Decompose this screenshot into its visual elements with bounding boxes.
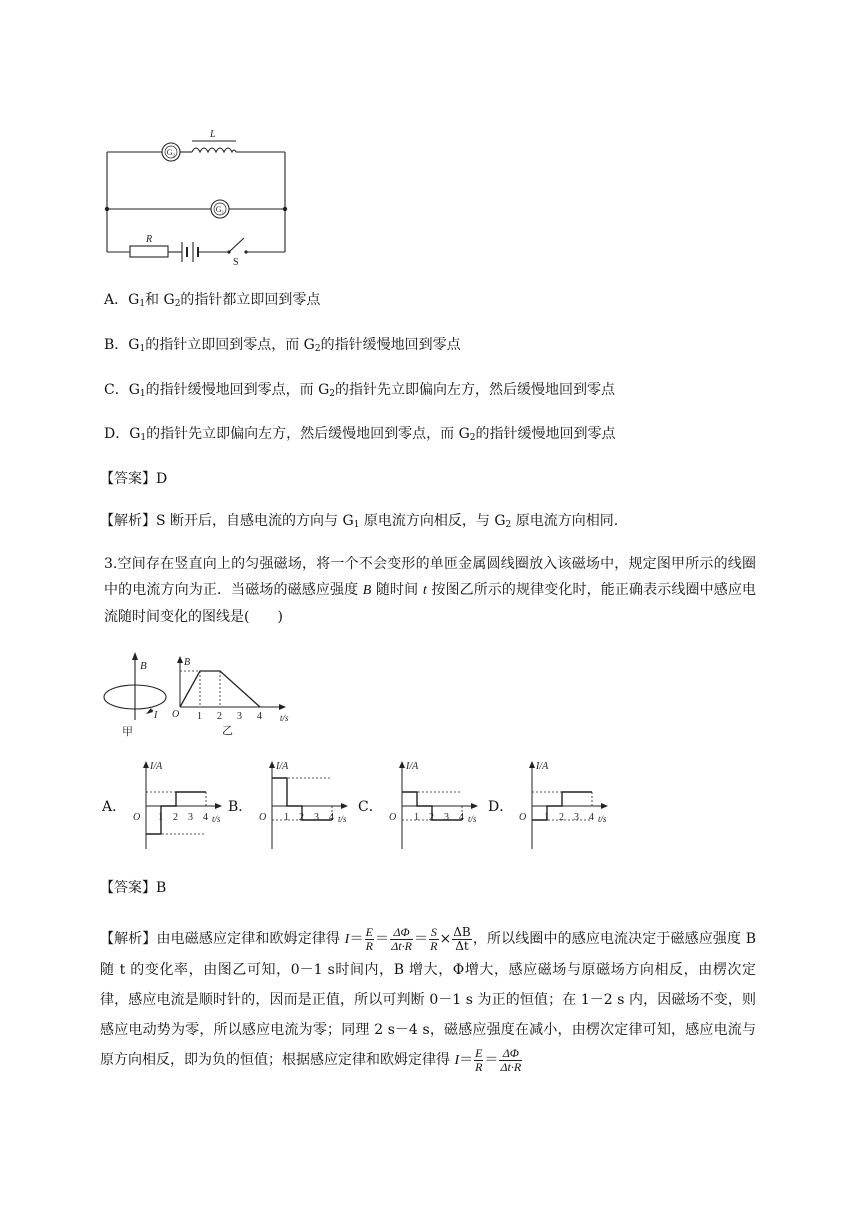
frac-db-dt: $\frac{\Delta B}{\Delta t}$ bbox=[453, 924, 471, 953]
yi-tick-label: 3 bbox=[237, 711, 242, 722]
y-axis-label: I/A bbox=[276, 761, 289, 772]
frac-s-r: $\frac{S}{R}$ bbox=[430, 924, 438, 953]
frac-e-r-2: $\frac{E}{R}$ bbox=[475, 1045, 483, 1074]
frac-dphi-dtr: $\frac{\Delta\Phi}{\Delta t\cdot R}$ bbox=[391, 924, 412, 953]
svg-text:G₂: G₂ bbox=[166, 148, 176, 157]
origin-label: O bbox=[519, 812, 527, 823]
yi-origin: O bbox=[172, 709, 180, 720]
x-axis-label: t/s bbox=[338, 814, 347, 824]
option-a: A．$G_1$和 $G_2$的指针都立即回到零点 bbox=[104, 292, 321, 309]
tick-label: 4 bbox=[459, 812, 464, 823]
galvanometer-g2 bbox=[162, 143, 180, 161]
x-axis-arrow bbox=[215, 803, 222, 809]
q3-answer: 【答案】B bbox=[100, 880, 167, 896]
option-graph-d bbox=[510, 757, 616, 853]
tick-label: 4 bbox=[589, 812, 594, 823]
x-axis-arrow bbox=[471, 803, 478, 809]
tick-label: 2 bbox=[559, 812, 564, 823]
yi-tick-label: 1 bbox=[197, 711, 202, 722]
svg-text:B: B bbox=[140, 660, 147, 672]
x-axis-arrow bbox=[341, 803, 348, 809]
yi-tick-label: 2 bbox=[217, 711, 222, 722]
q3-stem: 3.空间存在竖直向上的匀强磁场，将一个不会变形的单匝金属圆线圈放入该磁场中，规定图甲所示的线圈中的电流方向为正．当磁场的磁感应强度 B 随时间 t 按图乙所示的规律变化时，能正确表示线圈中感应电流随时间变化的图线是( ) bbox=[104, 556, 757, 625]
svg-text:R: R bbox=[146, 234, 153, 245]
option-b: B．$G_1$的指针立即回到零点，而 $G_2$的指针缓慢地回到零点 bbox=[104, 337, 461, 354]
q3-analysis: 【解析】由电磁感应定律和欧姆定律得 I＝ $\frac{E}{R}$ ＝ $\frac{\Delta\Phi}{\Delta t\cdot R}$ ＝ $\frac{S}{R}$ × $\frac{\Delta B}{\Delta t}$ ，所以线圈中的感应电流决定于磁感应强度 B 随 t 的变化率，由图乙可知，0－1 s时间内，B 增大，Φ增大，感应磁场与原磁场方向相反，由楞次定律，感应电流是顺时针的，因而是正值，所以可判断 0－1 s 为正的恒值；在 1－2 s 内，因磁场不变，则感应电动势为零，所以感应电流为零；同理 2 s－4 s，磁感应强度在减小，由楞次定律可知，感应电流与原方向相反，即为负的恒值；根据感应定律和欧姆定律得 I＝ $\frac{E}{R}$ ＝ $\frac{\Delta\Phi}{\Delta t\cdot R}$ bbox=[100, 924, 757, 1074]
y-axis-label: I/A bbox=[150, 761, 163, 772]
frac-dphi-dtr-2: $\frac{\Delta\Phi}{\Delta t\cdot R}$ bbox=[500, 1045, 522, 1074]
y-axis-arrow bbox=[529, 761, 535, 768]
battery bbox=[182, 242, 198, 262]
y-axis-arrow bbox=[269, 761, 275, 768]
origin-label: O bbox=[259, 812, 267, 823]
origin-label: O bbox=[133, 812, 141, 823]
option-graph-a bbox=[124, 757, 230, 853]
origin-label: O bbox=[389, 812, 397, 823]
yi-tick-label: 4 bbox=[257, 711, 262, 722]
y-axis-arrow bbox=[399, 761, 405, 768]
option-d: D．$G_1$的指针先立即偏向左方，然后缓慢地回到零点，而 $G_2$的指针缓慢地回到零点 bbox=[104, 426, 616, 443]
tick-label: 3 bbox=[188, 812, 193, 823]
q3-option-b-letter: B． bbox=[228, 799, 253, 815]
q2-answer: 【答案】D bbox=[100, 471, 168, 487]
q3-option-d-letter: D． bbox=[488, 799, 514, 815]
galvanometer-g1 bbox=[211, 200, 229, 218]
figure-yi-b-t-chart bbox=[170, 655, 295, 737]
tick-label: 1 bbox=[284, 812, 289, 823]
svg-text:L: L bbox=[210, 129, 216, 140]
yi-caption: 乙 bbox=[222, 725, 233, 737]
yi-xlabel: t/s bbox=[280, 713, 289, 723]
x-axis-label: t/s bbox=[212, 814, 221, 824]
y-axis-label: I/A bbox=[406, 761, 419, 772]
tick-label: 3 bbox=[574, 812, 579, 823]
resistor bbox=[130, 234, 168, 257]
tick-label: 1 bbox=[158, 812, 163, 823]
tick-label: 3 bbox=[314, 812, 319, 823]
tick-label: 2 bbox=[299, 812, 304, 823]
inductor bbox=[192, 129, 236, 152]
tick-label: 2 bbox=[173, 812, 178, 823]
q3-option-c-letter: C． bbox=[358, 799, 383, 815]
option-c: C．$G_1$的指针缓慢地回到零点，而 $G_2$的指针先立即偏向左方，然后缓慢地回到零点 bbox=[104, 382, 616, 399]
q2-analysis: 【解析】S 断开后，自感电流的方向与 $G_1$ 原电流方向相反，与 $G_2$ 原电流方向相同. bbox=[100, 513, 619, 530]
tick-label: 1 bbox=[414, 812, 419, 823]
y-axis-arrow bbox=[143, 761, 149, 768]
svg-text:I: I bbox=[154, 710, 158, 721]
x-axis-label: t/s bbox=[468, 814, 477, 824]
svg-text:甲: 甲 bbox=[122, 726, 133, 738]
frac-e-r: $\frac{E}{R}$ bbox=[365, 924, 373, 953]
current-series-line bbox=[272, 778, 332, 820]
option-graph-c bbox=[380, 757, 486, 853]
option-graph-b bbox=[250, 757, 356, 853]
tick-label: 1 bbox=[544, 812, 549, 823]
yi-ylabel: B bbox=[184, 657, 191, 668]
figure-jia bbox=[100, 650, 176, 738]
x-axis-arrow bbox=[601, 803, 608, 809]
circuit-diagram bbox=[100, 124, 296, 268]
tick-label: 4 bbox=[203, 812, 208, 823]
y-axis-label: I/A bbox=[536, 761, 549, 772]
tick-label: 2 bbox=[429, 812, 434, 823]
switch bbox=[227, 238, 247, 268]
x-axis-label: t/s bbox=[598, 814, 607, 824]
svg-text:G₁: G₁ bbox=[215, 205, 225, 214]
tick-label: 4 bbox=[329, 812, 334, 823]
svg-text:S: S bbox=[233, 257, 239, 268]
q3-option-a-letter: A． bbox=[102, 799, 127, 815]
tick-label: 3 bbox=[444, 812, 449, 823]
